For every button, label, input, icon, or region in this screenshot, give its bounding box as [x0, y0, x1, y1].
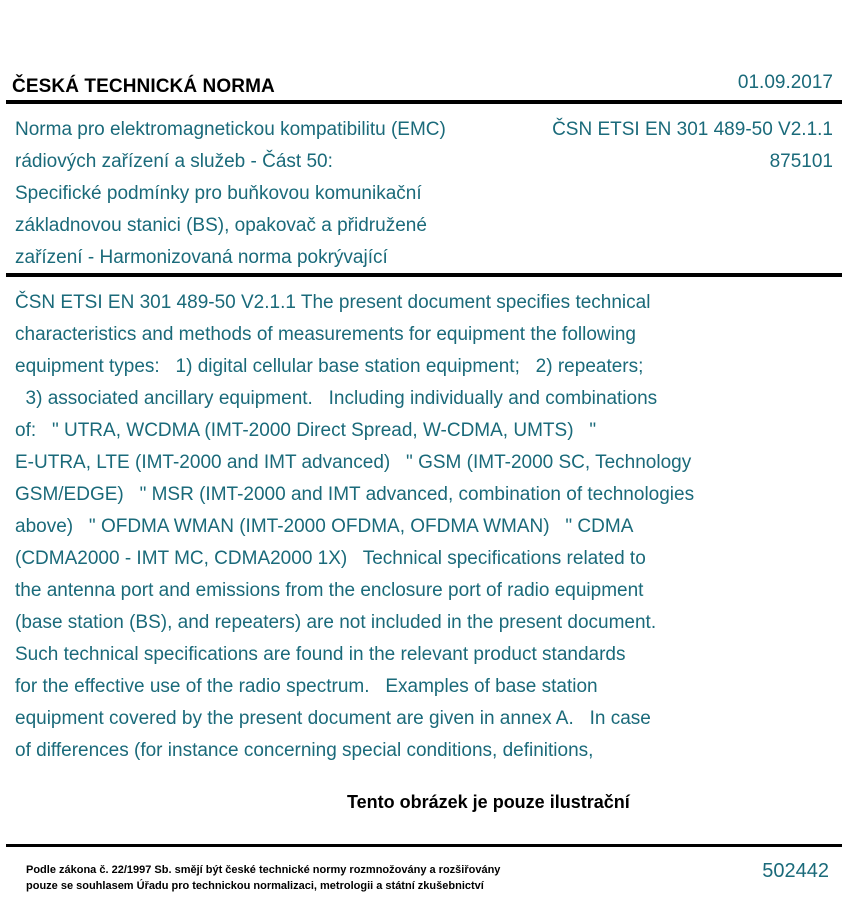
abstract-line: Such technical specifications are found in the relevant product standards: [15, 644, 626, 665]
standard-title-line: Norma pro elektromagnetickou kompatibilitu (EMC): [15, 119, 446, 140]
abstract-line: (base station (BS), and repeaters) are not included in the present document.: [15, 612, 657, 633]
abstract-line: ČSN ETSI EN 301 489-50 V2.1.1 The present document specifies technical: [15, 292, 651, 313]
standard-title: [15, 114, 515, 274]
abstract-line: E-UTRA, LTE (IMT-2000 and IMT advanced) " GSM (IMT-2000 SC, Technology: [15, 452, 692, 473]
standard-title-line: Specifické podmínky pro buňkovou komunikační: [15, 183, 422, 204]
copyright-line: pouze se souhlasem Úřadu pro technickou normalizaci, metrologii a státní zkušebnictví: [26, 880, 484, 892]
abstract-line: equipment types: 1) digital cellular base station equipment; 2) repeaters;: [15, 356, 644, 377]
norm-code: ČSN ETSI EN 301 489-50 V2.1.1: [552, 119, 833, 140]
title-divider: [6, 273, 842, 277]
catalog-number: 502442: [762, 860, 829, 882]
standard-header-title: ČESKÁ TECHNICKÁ NORMA: [12, 76, 275, 97]
footer-divider: [6, 844, 842, 847]
norm-class-number: 875101: [769, 151, 833, 172]
abstract-line: of: " UTRA, WCDMA (IMT-2000 Direct Spread, W-CDMA, UMTS) ": [15, 420, 597, 441]
standard-title-line: základnovou stanici (BS), opakovač a přidružené: [15, 215, 427, 236]
abstract-line: equipment covered by the present document are given in annex A. In case: [15, 708, 651, 729]
header-divider: [6, 100, 842, 104]
standard-title-line: rádiových zařízení a služeb - Část 50:: [15, 151, 333, 172]
copyright-notice: [26, 862, 500, 894]
illustrative-note: Tento obrázek je pouze ilustrační: [347, 792, 630, 812]
abstract-line: of differences (for instance concerning special conditions, definitions,: [15, 740, 594, 761]
abstract-line: 3) associated ancillary equipment. Including individually and combinations: [15, 388, 658, 409]
standard-title-line: zařízení - Harmonizovaná norma pokrývající: [15, 247, 388, 268]
abstract-line: the antenna port and emissions from the enclosure port of radio equipment: [15, 580, 644, 601]
abstract-line: for the effective use of the radio spectrum. Examples of base station: [15, 676, 598, 697]
abstract-line: (CDMA2000 - IMT MC, CDMA2000 1X) Technical specifications related to: [15, 548, 646, 569]
abstract-line: GSM/EDGE) " MSR (IMT-2000 and IMT advanced, combination of technologies: [15, 484, 695, 505]
abstract-line: above) " OFDMA WMAN (IMT-2000 OFDMA, OFDMA WMAN) " CDMA: [15, 516, 634, 537]
norm-identifier: [552, 114, 833, 178]
abstract-text: [15, 287, 845, 767]
copyright-line: Podle zákona č. 22/1997 Sb. smějí být české technické normy rozmnožovány a rozšiřovány: [26, 864, 501, 876]
abstract-line: characteristics and methods of measurements for equipment the following: [15, 324, 636, 345]
publication-date: 01.09.2017: [737, 72, 833, 93]
